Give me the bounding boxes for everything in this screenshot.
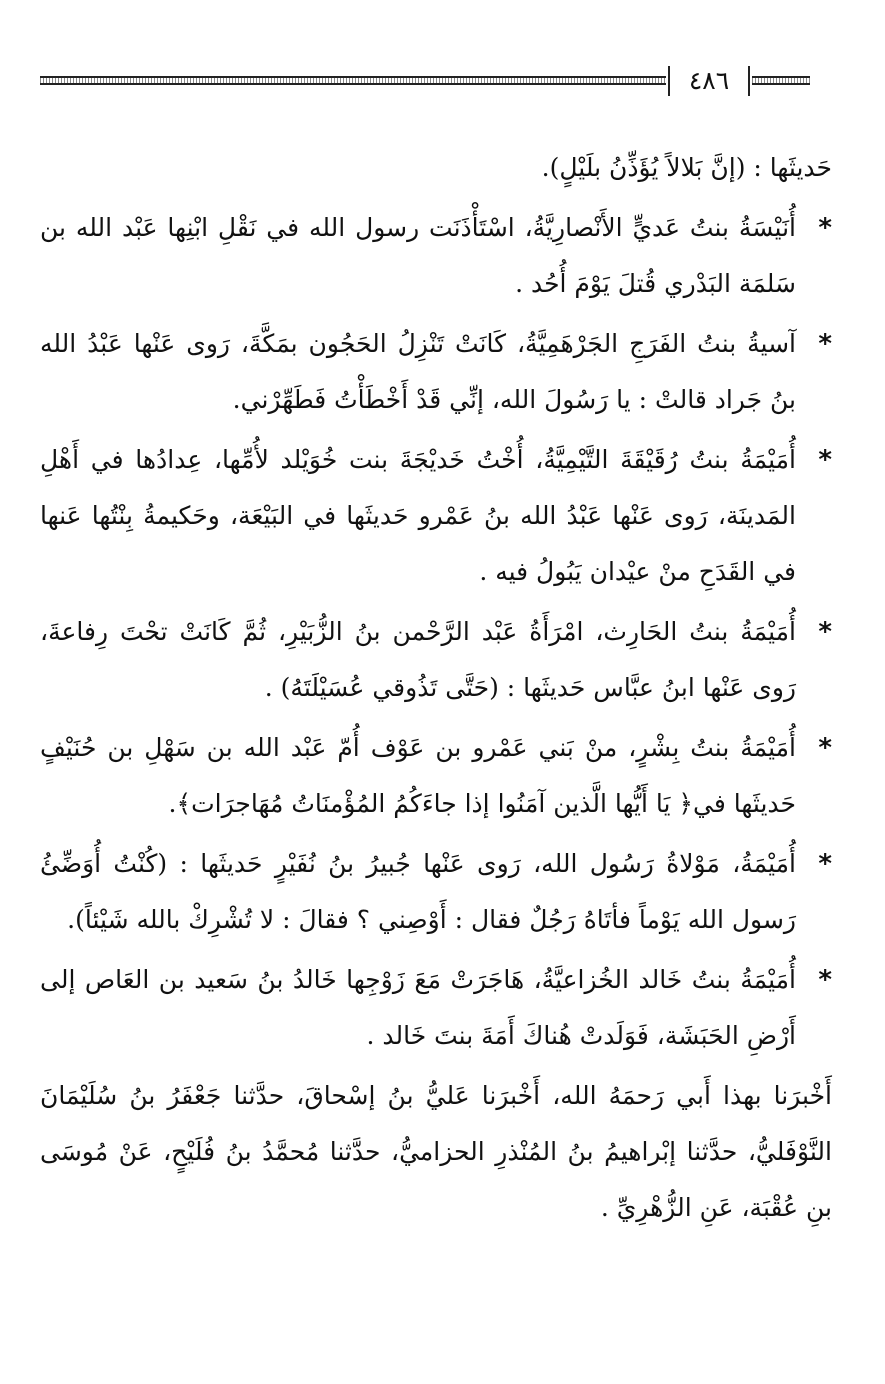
biography-entry	[40, 836, 832, 948]
entry-text: أُنَيْسَةُ بنتُ عَديٍّ الأَنْصارِيَّةُ، اسْتَأْذَنَت رسول الله في نَقْلِ ابْنِها عَبْد الله بن سَلمَة البَدْري قُتلَ يَوْمَ أُحُد .	[40, 213, 796, 298]
paragraph-text: حَديثَها : (إنَّ بَلالاً يُؤَذِّنُ بلَيْلٍ).	[541, 153, 832, 182]
biography-entry	[40, 432, 832, 600]
biography-entry	[40, 720, 832, 832]
biography-entry	[40, 952, 832, 1064]
paragraph-text: أَخْبرَنا بهذا أَبي رَحمَهُ الله، أَخْبرَنا عَليُّ بنُ إسْحاقَ، حدَّثنا جَعْفَرُ بنُ سُلَيْمَانَ النَّوْفَليُّ، حدَّثنا إبْراهيمُ بنُ المُنْذرِ الحزاميُّ، حدَّثنا مُحمَّدُ بنُ فُلَيْحٍ، عَنْ مُوسَى بنِ عُقْبَة، عَنِ الزُّهْرِيِّ .	[40, 1081, 832, 1222]
entry-text: أُمَيْمَةُ بنتُ بِشْرٍ، منْ بَني عَمْرو بن عَوْف أُمّ عَبْد الله بن سَهْلِ بن حُنَيْفٍ حَديثَها في﴿ يَا أَيُّها الَّذين آمَنُوا إذا جاءَكُمُ المُؤْمنَاتُ مُهَاجرَات﴾.	[40, 733, 796, 818]
header-separator-left	[668, 66, 670, 96]
page-body	[40, 140, 832, 1240]
asterisk-bullet: *	[818, 965, 832, 995]
asterisk-bullet: *	[818, 849, 832, 879]
header-rule-left	[40, 76, 666, 85]
entry-text: آسيةُ بنتُ الفَرَجِ الجَرْهَمِيَّةُ، كَانَتْ تَنْزِلُ الحَجُون بمَكَّةَ، رَوى عَنْها عَبْدُ الله بنُ جَراد قالتْ : يا رَسُولَ الله، إنِّي قَدْ أَخْطَأْتُ فَطَهِّرْني.	[40, 329, 796, 414]
entry-text: أُمَيْمَةُ بنتُ الحَارِث، امْرَأَةُ عَبْد الرَّحْمن بنُ الزُّبَيْرِ، ثُمَّ كَانَتْ تحْتَ رِفاعةَ، رَوى عَنْها ابنُ عبَّاس حَديثَها : (حَتَّى تَذُوقي عُسَيْلَتَهُ) .	[40, 617, 796, 702]
asterisk-bullet: *	[818, 329, 832, 359]
isnad-paragraph	[40, 1068, 832, 1236]
page-header	[40, 64, 810, 104]
entry-text: أُمَيْمَةُ بنتُ خَالد الخُزاعيَّةُ، هَاجَرَتْ مَعَ زَوْجِها خَالدُ بنُ سَعيد بن العَاص إلى أَرْضِ الحَبَشَة، فَوَلَدتْ هُناكَ أَمَةَ بنتَ خَالد .	[40, 965, 796, 1050]
asterisk-bullet: *	[818, 445, 832, 475]
biography-entry	[40, 604, 832, 716]
biography-entry	[40, 200, 832, 312]
page-number: ٤٨٦	[688, 66, 730, 95]
entry-text: أُمَيْمَةُ بنتُ رُقَيْقَةَ التَّيْمِيَّةُ، أُخْتُ خَديْجَةَ بنت خُوَيْلد لأُمِّها، عِدادُها في أَهْلِ المَدينَة، رَوى عَنْها عَبْدُ الله بنُ عَمْرو حَديثَها في البَيْعَة، وحَكيمةُ بِنْتُها عَنها في القَدَحِ منْ عيْدان يَبُولُ فيه .	[40, 445, 796, 586]
asterisk-bullet: *	[818, 733, 832, 763]
header-separator-right	[748, 66, 750, 96]
continuation-paragraph	[40, 140, 832, 196]
entry-text: أُمَيْمَةُ، مَوْلاةُ رَسُول الله، رَوى عَنْها جُبيرُ بنُ نُفَيْرٍ حَديثَها : (كُنْتُ أُوَضِّئُ رَسول الله يَوْماً فأتَاهُ رَجُلٌ فقال : أَوْصِني ؟ فقالَ : لا تُشْرِكْ بالله شَيْئاً).	[40, 849, 796, 934]
asterisk-bullet: *	[818, 213, 832, 243]
asterisk-bullet: *	[818, 617, 832, 647]
biography-entry	[40, 316, 832, 428]
header-rule-right	[752, 76, 810, 85]
